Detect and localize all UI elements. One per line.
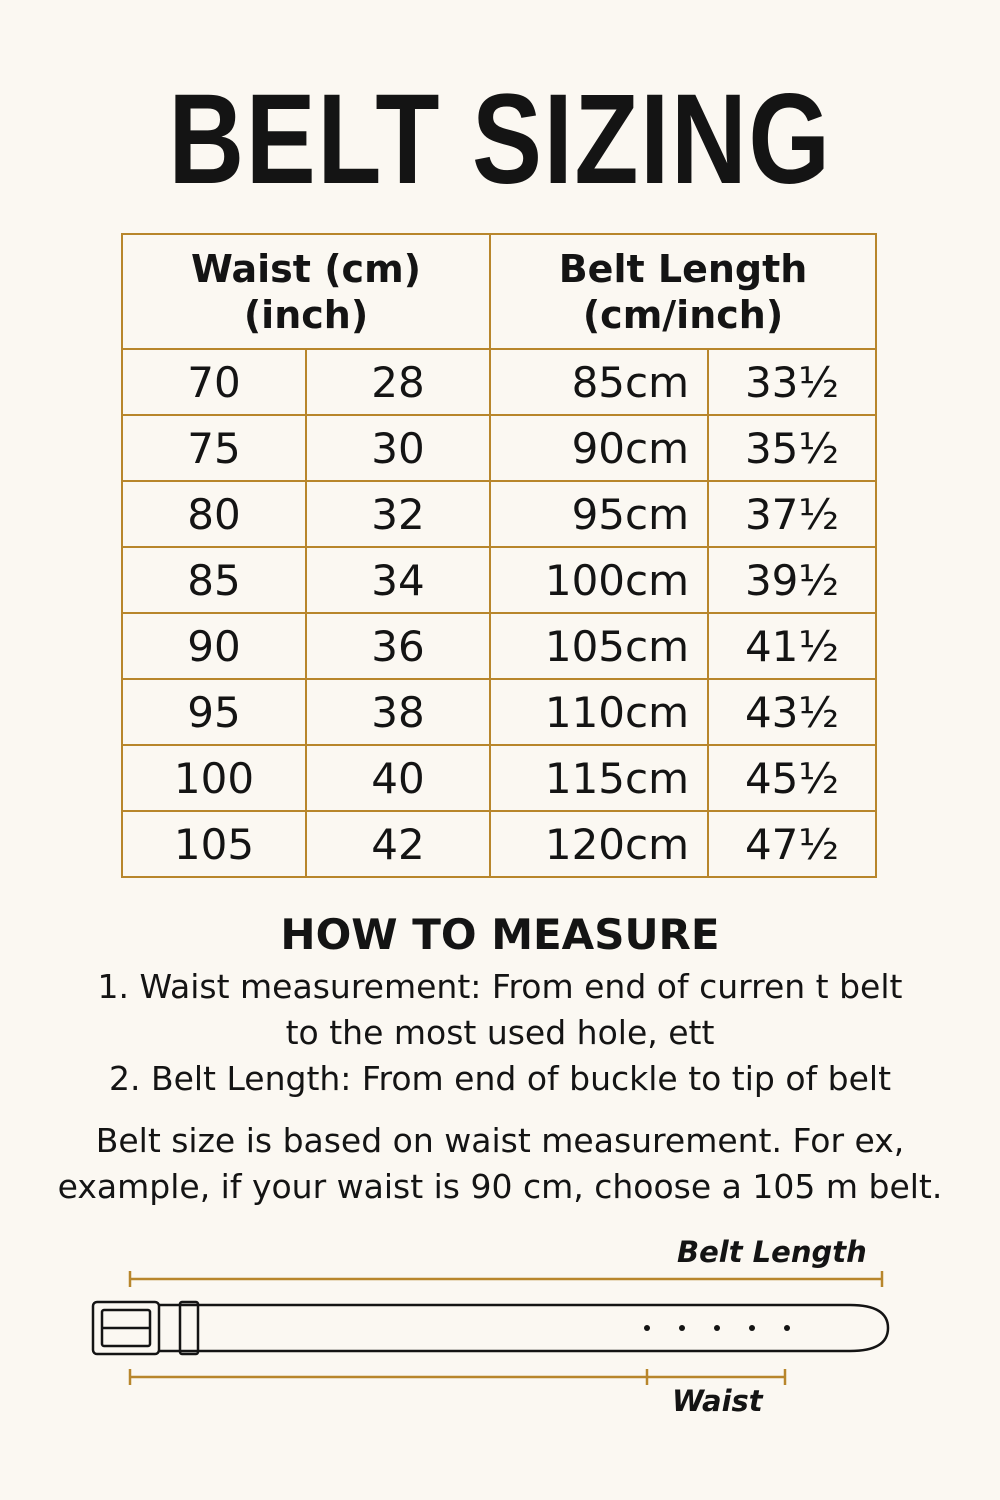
waist-cm-cell: 95	[122, 679, 306, 745]
belt-length-inch-cell: 45½	[708, 745, 876, 811]
waist-inch-cell: 40	[306, 745, 490, 811]
waist-inch-cell: 38	[306, 679, 490, 745]
waist-inch-cell: 28	[306, 349, 490, 415]
table-row	[122, 415, 876, 481]
belt-length-inch-cell: 43½	[708, 679, 876, 745]
belt-length-dimension-line	[130, 1271, 882, 1287]
table-row	[122, 349, 876, 415]
waist-inch-cell: 36	[306, 613, 490, 679]
table-row	[122, 811, 876, 877]
belt-length-cm-cell: 120cm	[490, 811, 708, 877]
belt-length-cm-cell: 85cm	[490, 349, 708, 415]
waist-header	[122, 234, 490, 349]
belt-size-table	[121, 233, 877, 878]
belt-length-cm-cell: 95cm	[490, 481, 708, 547]
waist-dimension-line	[130, 1369, 785, 1385]
waist-cm-cell: 100	[122, 745, 306, 811]
belt-length-cm-cell: 115cm	[490, 745, 708, 811]
table-row	[122, 547, 876, 613]
waist-header-line1: Waist (cm)	[190, 246, 422, 291]
note-line-1: Belt size is based on waist measurement. For ex,	[95, 1121, 905, 1160]
waist-label: Waist	[672, 1384, 763, 1418]
table-header-row	[122, 234, 876, 349]
belt-length-cm-cell: 110cm	[490, 679, 708, 745]
belt-length-cm-cell: 90cm	[490, 415, 708, 481]
belt-holes	[644, 1325, 790, 1331]
table-row	[122, 481, 876, 547]
table-row	[122, 613, 876, 679]
belt-strap	[159, 1305, 888, 1351]
waist-cm-cell: 85	[122, 547, 306, 613]
table-row	[122, 679, 876, 745]
step-2: 2. Belt Length: From end of buckle to tip of belt	[108, 1059, 892, 1098]
belt-length-header-line2: (cm/inch)	[582, 292, 784, 337]
waist-cm-cell: 90	[122, 613, 306, 679]
waist-cm-cell: 105	[122, 811, 306, 877]
belt-length-header-line1: Belt Length	[558, 246, 808, 291]
waist-inch-cell: 34	[306, 547, 490, 613]
belt-diagram	[0, 1260, 1000, 1390]
belt-illustration	[93, 1302, 888, 1354]
note-line-2: example, if your waist is 90 cm, choose a 105 m belt.	[57, 1167, 943, 1206]
belt-keeper	[180, 1302, 198, 1354]
belt-length-inch-cell: 47½	[708, 811, 876, 877]
step-1-line-2: to the most used hole, ett	[285, 1013, 715, 1052]
belt-length-inch-cell: 35½	[708, 415, 876, 481]
belt-length-inch-cell: 39½	[708, 547, 876, 613]
waist-cm-cell: 70	[122, 349, 306, 415]
belt-length-label: Belt Length	[677, 1235, 867, 1269]
waist-cm-cell: 80	[122, 481, 306, 547]
waist-header-line2: (inch)	[243, 292, 369, 337]
belt-length-inch-cell: 41½	[708, 613, 876, 679]
table-row	[122, 745, 876, 811]
belt-length-inch-cell: 33½	[708, 349, 876, 415]
belt-length-cm-cell: 105cm	[490, 613, 708, 679]
step-1-line-1: 1. Waist measurement: From end of curren t belt	[97, 967, 903, 1006]
waist-inch-cell: 30	[306, 415, 490, 481]
belt-length-inch-cell: 37½	[708, 481, 876, 547]
waist-cm-cell: 75	[122, 415, 306, 481]
waist-inch-cell: 42	[306, 811, 490, 877]
how-to-measure-title: HOW TO MEASURE	[280, 910, 720, 959]
page-title: BELT SIZING	[168, 68, 832, 211]
belt-length-cm-cell: 100cm	[490, 547, 708, 613]
waist-inch-cell: 32	[306, 481, 490, 547]
belt-length-header	[490, 234, 876, 349]
